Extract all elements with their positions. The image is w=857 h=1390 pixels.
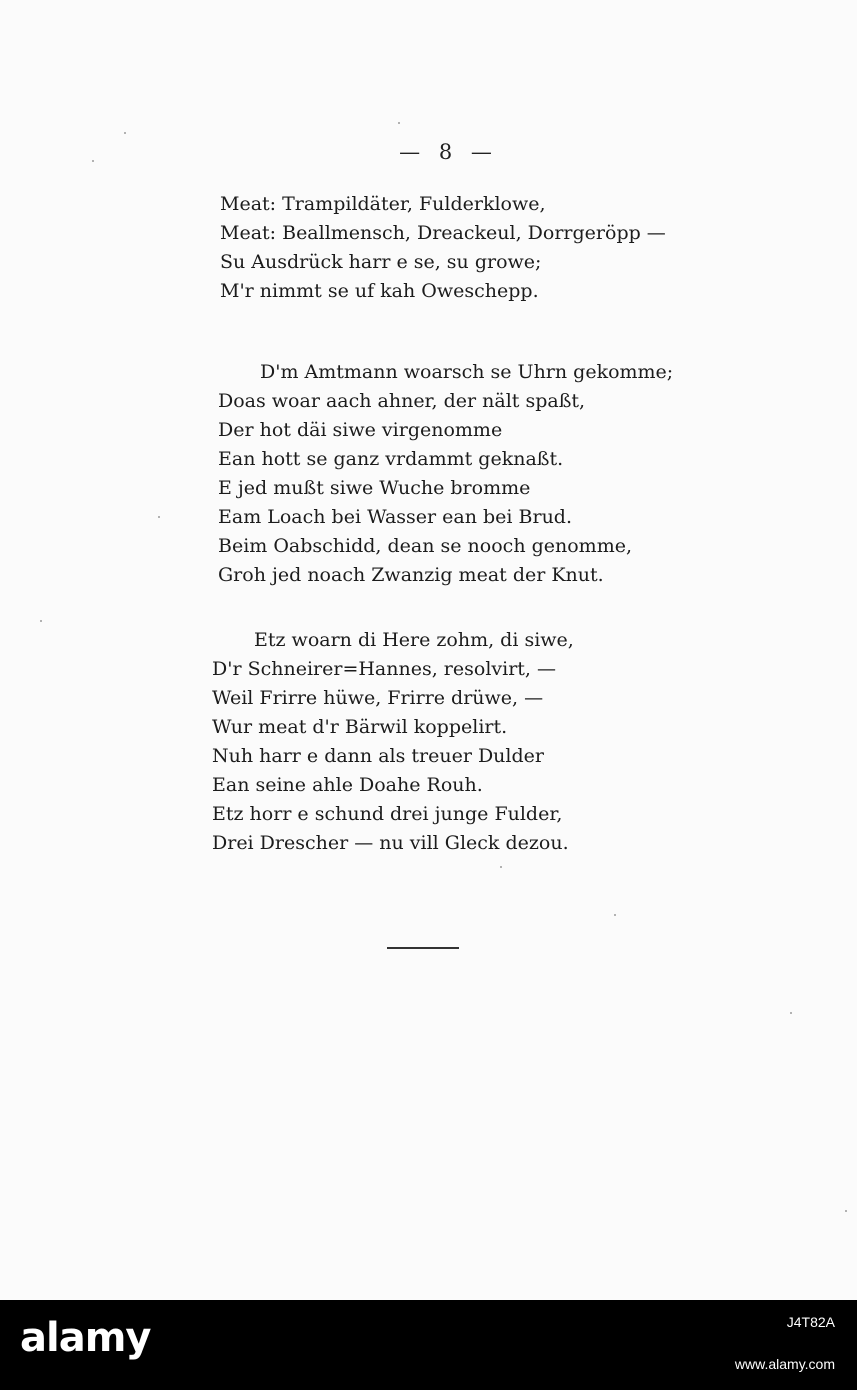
verse-line: Weil Frirre hüwe, Frirre drüwe, —	[212, 687, 544, 709]
verse-line: D'r Schneirer=Hannes, resolvirt, —	[212, 658, 557, 680]
alamy-logo: alamy	[20, 1315, 151, 1361]
verse-line: M'r nimmt se uf kah Owesch​epp.	[220, 280, 539, 302]
verse-line: Drei Drescher — nu vill Gleck dezou.	[212, 832, 569, 854]
verse-line: Etz woarn di Here zohm, di siwe,	[254, 629, 574, 651]
stanza-2	[218, 358, 673, 590]
verse-line: Meat: Beallmensch, Dreackeul, Dorrgeröpp —	[220, 222, 666, 244]
verse-line: Etz horr e schund drei junge Fulder,	[212, 803, 563, 825]
verse-line: Eam Loach bei Wasser ean bei Brud.	[218, 506, 573, 528]
verse-line: Meat: Trampildäter, Fulderklowe,	[220, 193, 546, 215]
image-id: J4T82A	[786, 1314, 835, 1330]
stanza-3	[212, 626, 574, 858]
verse-line: Ean seine ahle Doahe Rouh.	[212, 774, 483, 796]
watermark-banner	[0, 1300, 857, 1390]
end-rule	[387, 947, 459, 949]
verse-line: Beim Oabschidd, dean se nooch genomme,	[218, 535, 632, 557]
verse-line: Wur meat d'r Bärwil koppelirt.	[212, 716, 508, 738]
verse-line: Ean hott se ganz vrdammt geknaßt.	[218, 448, 564, 470]
verse-line: E jed mußt siwe Wuche bromme	[218, 477, 531, 499]
watermark-url: www.alamy.com	[734, 1356, 835, 1372]
verse-line: Su Ausdrück harr e se, su growe;	[220, 251, 542, 273]
verse-line: D'm Amtmann woarsch se Uhrn gekomme;	[260, 361, 674, 383]
verse-line: Der hot däi siwe virgenomme	[218, 419, 503, 441]
verse-line: Nuh harr e dann als treuer Dulder	[212, 745, 544, 767]
verse-line: Doas woar aach ahner, der nält spaßt,	[218, 390, 586, 412]
stanza-1	[220, 190, 666, 306]
verse-line: Groh jed noach Zwanzig meat der Knut.	[218, 564, 604, 586]
page-number: — 8 —	[399, 140, 498, 164]
